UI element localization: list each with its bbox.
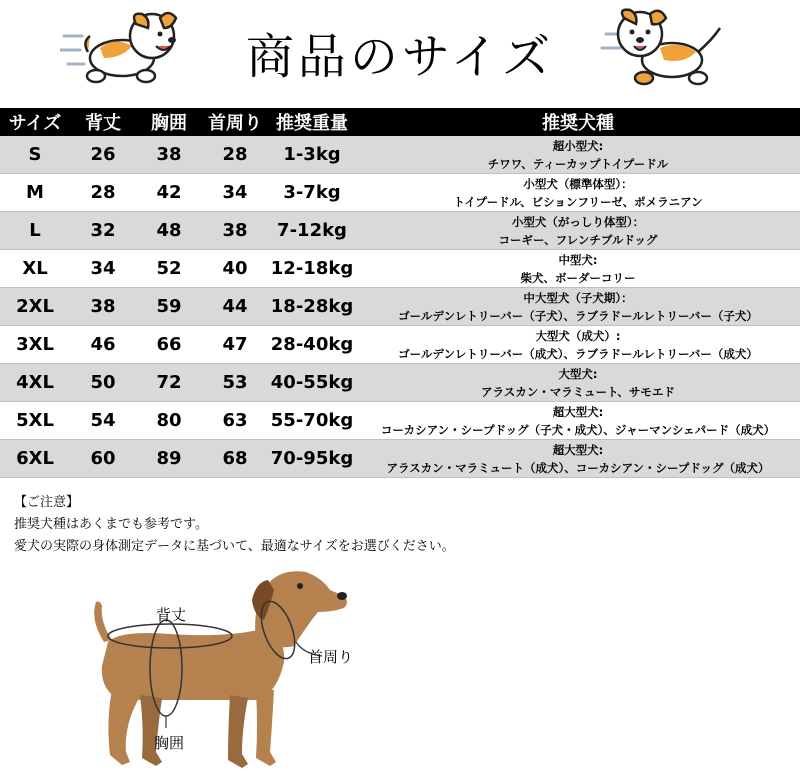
cell-back: 32 xyxy=(70,212,136,250)
cell-weight: 1-3kg xyxy=(268,136,356,174)
cell-size: 2XL xyxy=(0,288,70,326)
cell-chest: 89 xyxy=(136,440,202,478)
breed-category: 超大型犬: xyxy=(552,442,604,457)
breed-category: 小型犬（標準体型）： xyxy=(523,176,633,191)
cell-neck: 47 xyxy=(202,326,268,364)
table-row xyxy=(0,402,800,440)
header-neck: 首周り xyxy=(202,108,268,136)
breed-examples: ゴールデンレトリーバー（成犬）、ラブラドールレトリーバー（成犬） xyxy=(398,346,758,361)
cell-weight: 55-70kg xyxy=(268,402,356,440)
header-back-length: 背丈 xyxy=(70,108,136,136)
table-row xyxy=(0,212,800,250)
cell-neck: 38 xyxy=(202,212,268,250)
cell-breeds xyxy=(356,288,800,326)
cell-size: 3XL xyxy=(0,326,70,364)
cell-neck: 28 xyxy=(202,136,268,174)
cell-chest: 66 xyxy=(136,326,202,364)
page-title: 商品のサイズ xyxy=(245,29,555,85)
cell-weight: 40-55kg xyxy=(268,364,356,402)
breed-examples: ゴールデンレトリーバー（子犬）、ラブラドールレトリーバー（子犬） xyxy=(398,308,758,323)
cell-size: XL xyxy=(0,250,70,288)
table-row xyxy=(0,440,800,478)
cell-breeds xyxy=(356,364,800,402)
cell-weight: 3-7kg xyxy=(268,174,356,212)
breed-category: 小型犬（がっしり体型）： xyxy=(511,214,645,229)
cell-back: 46 xyxy=(70,326,136,364)
cell-chest: 59 xyxy=(136,288,202,326)
cell-chest: 42 xyxy=(136,174,202,212)
cell-weight: 70-95kg xyxy=(268,440,356,478)
neck-label: 首周り xyxy=(308,648,354,666)
cell-size: 6XL xyxy=(0,440,70,478)
cell-chest: 80 xyxy=(136,402,202,440)
table-row xyxy=(0,288,800,326)
breed-category: 大型犬（成犬）: xyxy=(535,328,621,343)
cell-breeds xyxy=(356,212,800,250)
table-row xyxy=(0,174,800,212)
cell-breeds xyxy=(356,174,800,212)
breed-category: 大型犬: xyxy=(558,366,598,381)
cell-neck: 34 xyxy=(202,174,268,212)
cell-neck: 68 xyxy=(202,440,268,478)
breed-examples: アラスカン・マラミュート（成犬）、コーカシアン・シープドッグ（成犬） xyxy=(386,460,770,475)
chest-label: 胸囲 xyxy=(154,734,185,752)
table-row xyxy=(0,250,800,288)
cell-breeds xyxy=(356,250,800,288)
cell-chest: 48 xyxy=(136,212,202,250)
cell-breeds xyxy=(356,326,800,364)
header xyxy=(0,0,800,108)
cell-size: S xyxy=(0,136,70,174)
notes-line-2: 愛犬の実際の身体測定データに基づいて、最適なサイズをお選びください。 xyxy=(14,539,455,554)
cell-weight: 28-40kg xyxy=(268,326,356,364)
cell-neck: 63 xyxy=(202,402,268,440)
cell-breeds xyxy=(356,402,800,440)
header-size: サイズ xyxy=(0,108,70,136)
cell-back: 54 xyxy=(70,402,136,440)
breed-examples: アラスカン・マラミュート、サモエド xyxy=(481,384,675,399)
breed-examples: 柴犬、ボーダーコリー xyxy=(520,270,636,285)
breed-examples: チワワ、ティーカップトイプードル xyxy=(487,156,669,171)
cell-size: M xyxy=(0,174,70,212)
header-breeds: 推奨犬種 xyxy=(356,108,800,136)
cell-neck: 40 xyxy=(202,250,268,288)
table-row xyxy=(0,136,800,174)
breed-category: 超大型犬: xyxy=(552,404,604,419)
measurement-diagram xyxy=(60,550,400,780)
cell-weight: 12-18kg xyxy=(268,250,356,288)
cell-size: 5XL xyxy=(0,402,70,440)
cell-breeds xyxy=(356,440,800,478)
cell-back: 60 xyxy=(70,440,136,478)
back-length-label: 背丈 xyxy=(156,606,187,624)
cell-back: 26 xyxy=(70,136,136,174)
breed-examples: コーギー、フレンチブルドッグ xyxy=(498,232,658,247)
table-row xyxy=(0,326,800,364)
cell-chest: 72 xyxy=(136,364,202,402)
notes-line-1: 推奨犬種はあくまでも参考です。 xyxy=(14,517,208,532)
cell-neck: 44 xyxy=(202,288,268,326)
size-table xyxy=(0,108,800,478)
cell-chest: 52 xyxy=(136,250,202,288)
running-dog-right-icon xyxy=(600,6,730,96)
breed-category: 超小型犬: xyxy=(552,138,604,153)
header-weight: 推奨重量 xyxy=(268,108,356,136)
cell-chest: 38 xyxy=(136,136,202,174)
notes xyxy=(14,492,455,558)
cell-weight: 18-28kg xyxy=(268,288,356,326)
breed-category: 中型犬: xyxy=(558,252,598,267)
breed-category: 中大型犬（子犬期）： xyxy=(523,290,633,305)
cell-back: 50 xyxy=(70,364,136,402)
cell-weight: 7-12kg xyxy=(268,212,356,250)
cell-back: 34 xyxy=(70,250,136,288)
cell-breeds xyxy=(356,136,800,174)
breed-examples: コーカシアン・シープドッグ（子犬・成犬）、ジャーマンシェパード（成犬） xyxy=(380,422,776,437)
cell-back: 38 xyxy=(70,288,136,326)
breed-examples: トイプードル、ビションフリーゼ、ポメラニアン xyxy=(453,194,703,209)
table-header-row xyxy=(0,108,800,136)
cell-size: L xyxy=(0,212,70,250)
header-chest: 胸囲 xyxy=(136,108,202,136)
notes-heading: 【ご注意】 xyxy=(14,495,80,510)
cell-neck: 53 xyxy=(202,364,268,402)
cell-back: 28 xyxy=(70,174,136,212)
cell-size: 4XL xyxy=(0,364,70,402)
table-row xyxy=(0,364,800,402)
